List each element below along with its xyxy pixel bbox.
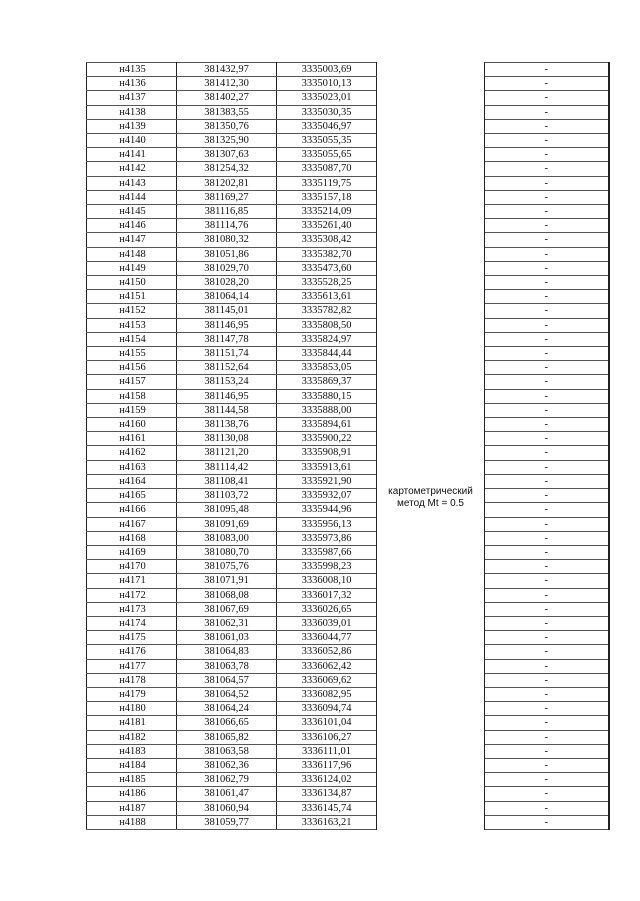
accuracy-cell: - [485,389,609,403]
x-coordinate-cell: 381116,85 [177,205,277,219]
y-coordinate-cell: 3335003,69 [277,63,377,77]
y-coordinate-cell: 3335473,60 [277,261,377,275]
y-coordinate-cell: 3336008,10 [277,574,377,588]
accuracy-cell: - [485,361,609,375]
x-coordinate-cell: 381383,55 [177,105,277,119]
y-coordinate-cell: 3335932,07 [277,489,377,503]
x-coordinate-cell: 381064,14 [177,290,277,304]
accuracy-cell: - [485,645,609,659]
accuracy-cell: - [485,801,609,815]
y-coordinate-cell: 3335998,23 [277,560,377,574]
y-coordinate-cell: 3335824,97 [277,332,377,346]
accuracy-cell: - [485,205,609,219]
table-row [87,91,609,105]
y-coordinate-cell: 3335973,86 [277,531,377,545]
method-note-line1: картометрический [388,485,473,497]
point-id-cell: н4177 [87,659,177,673]
table-row [87,616,609,630]
x-coordinate-cell: 381103,72 [177,489,277,503]
x-coordinate-cell: 381147,78 [177,332,277,346]
point-id-cell: н4136 [87,77,177,91]
method-note [377,486,484,510]
point-id-cell: н4152 [87,304,177,318]
y-coordinate-cell: 3335087,70 [277,162,377,176]
accuracy-cell: - [485,418,609,432]
accuracy-cell: - [485,474,609,488]
accuracy-cell: - [485,773,609,787]
x-coordinate-cell: 381075,76 [177,560,277,574]
y-coordinate-cell: 3336106,27 [277,730,377,744]
point-id-cell: н4186 [87,787,177,801]
accuracy-cell: - [485,190,609,204]
accuracy-cell: - [485,631,609,645]
point-id-cell: н4149 [87,261,177,275]
accuracy-cell: - [485,517,609,531]
coordinates-table-body [87,63,609,830]
x-coordinate-cell: 381108,41 [177,474,277,488]
point-id-cell: н4157 [87,375,177,389]
y-coordinate-cell: 3335782,82 [277,304,377,318]
point-id-cell: н4139 [87,119,177,133]
x-coordinate-cell: 381080,32 [177,233,277,247]
y-coordinate-cell: 3336052,86 [277,645,377,659]
table-row [87,588,609,602]
y-coordinate-cell: 3336044,77 [277,631,377,645]
y-coordinate-cell: 3335869,37 [277,375,377,389]
point-id-cell: н4162 [87,446,177,460]
x-coordinate-cell: 381071,91 [177,574,277,588]
point-id-cell: н4144 [87,190,177,204]
point-id-cell: н4160 [87,418,177,432]
table-row [87,148,609,162]
x-coordinate-cell: 381083,00 [177,531,277,545]
y-coordinate-cell: 3335055,65 [277,148,377,162]
point-id-cell: н4175 [87,631,177,645]
y-coordinate-cell: 3336145,74 [277,801,377,815]
y-coordinate-cell: 3335119,75 [277,176,377,190]
point-id-cell: н4155 [87,347,177,361]
point-id-cell: н4176 [87,645,177,659]
table-row [87,389,609,403]
table-row [87,503,609,517]
x-coordinate-cell: 381029,70 [177,261,277,275]
x-coordinate-cell: 381121,20 [177,446,277,460]
x-coordinate-cell: 381063,78 [177,659,277,673]
table-row [87,687,609,701]
x-coordinate-cell: 381412,30 [177,77,277,91]
accuracy-cell: - [485,815,609,829]
y-coordinate-cell: 3335921,90 [277,474,377,488]
x-coordinate-cell: 381065,82 [177,730,277,744]
table-row [87,531,609,545]
point-id-cell: н4167 [87,517,177,531]
accuracy-cell: - [485,588,609,602]
y-coordinate-cell: 3335844,44 [277,347,377,361]
point-id-cell: н4145 [87,205,177,219]
x-coordinate-cell: 381062,36 [177,758,277,772]
x-coordinate-cell: 381146,95 [177,318,277,332]
y-coordinate-cell: 3335214,09 [277,205,377,219]
point-id-cell: н4170 [87,560,177,574]
accuracy-cell: - [485,233,609,247]
accuracy-cell: - [485,602,609,616]
x-coordinate-cell: 381067,69 [177,602,277,616]
point-id-cell: н4188 [87,815,177,829]
accuracy-cell: - [485,659,609,673]
table-row [87,716,609,730]
x-coordinate-cell: 381145,01 [177,304,277,318]
table-row [87,63,609,77]
point-id-cell: н4154 [87,332,177,346]
accuracy-cell: - [485,77,609,91]
accuracy-cell: - [485,347,609,361]
point-id-cell: н4181 [87,716,177,730]
x-coordinate-cell: 381080,70 [177,545,277,559]
point-id-cell: н4141 [87,148,177,162]
y-coordinate-cell: 3335900,22 [277,432,377,446]
x-coordinate-cell: 381138,76 [177,418,277,432]
point-id-cell: н4153 [87,318,177,332]
point-id-cell: н4172 [87,588,177,602]
y-coordinate-cell: 3336039,01 [277,616,377,630]
accuracy-cell: - [485,673,609,687]
table-row [87,773,609,787]
x-coordinate-cell: 381350,76 [177,119,277,133]
x-coordinate-cell: 381064,83 [177,645,277,659]
table-row [87,276,609,290]
y-coordinate-cell: 3336117,96 [277,758,377,772]
accuracy-cell: - [485,446,609,460]
table-row [87,105,609,119]
accuracy-cell: - [485,574,609,588]
y-coordinate-cell: 3335853,05 [277,361,377,375]
accuracy-cell: - [485,375,609,389]
point-id-cell: н4163 [87,460,177,474]
x-coordinate-cell: 381146,95 [177,389,277,403]
accuracy-cell: - [485,219,609,233]
accuracy-cell: - [485,716,609,730]
table-row [87,574,609,588]
point-id-cell: н4137 [87,91,177,105]
coordinates-table [86,62,610,830]
table-row [87,290,609,304]
table-row [87,190,609,204]
x-coordinate-cell: 381095,48 [177,503,277,517]
table-row [87,261,609,275]
table-row [87,361,609,375]
accuracy-cell: - [485,758,609,772]
y-coordinate-cell: 3335987,66 [277,545,377,559]
table-row [87,233,609,247]
y-coordinate-cell: 3336026,65 [277,602,377,616]
accuracy-cell: - [485,489,609,503]
y-coordinate-cell: 3335894,61 [277,418,377,432]
x-coordinate-cell: 381152,64 [177,361,277,375]
point-id-cell: н4156 [87,361,177,375]
accuracy-cell: - [485,730,609,744]
accuracy-cell: - [485,332,609,346]
y-coordinate-cell: 3336134,87 [277,787,377,801]
accuracy-cell: - [485,403,609,417]
x-coordinate-cell: 381064,52 [177,687,277,701]
point-id-cell: н4184 [87,758,177,772]
y-coordinate-cell: 3335308,42 [277,233,377,247]
y-coordinate-cell: 3335382,70 [277,247,377,261]
y-coordinate-cell: 3336111,01 [277,744,377,758]
table-row [87,332,609,346]
point-id-cell: н4173 [87,602,177,616]
y-coordinate-cell: 3335030,35 [277,105,377,119]
accuracy-cell: - [485,545,609,559]
x-coordinate-cell: 381091,69 [177,517,277,531]
y-coordinate-cell: 3336163,21 [277,815,377,829]
y-coordinate-cell: 3335613,61 [277,290,377,304]
accuracy-cell: - [485,119,609,133]
point-id-cell: н4148 [87,247,177,261]
point-id-cell: н4169 [87,545,177,559]
y-coordinate-cell: 3335888,00 [277,403,377,417]
accuracy-cell: - [485,176,609,190]
table-row [87,517,609,531]
table-row [87,134,609,148]
x-coordinate-cell: 381061,47 [177,787,277,801]
y-coordinate-cell: 3336069,62 [277,673,377,687]
point-id-cell: н4178 [87,673,177,687]
point-id-cell: н4159 [87,403,177,417]
accuracy-cell: - [485,503,609,517]
table-row [87,474,609,488]
y-coordinate-cell: 3336094,74 [277,702,377,716]
table-row [87,702,609,716]
y-coordinate-cell: 3335010,13 [277,77,377,91]
accuracy-cell: - [485,318,609,332]
x-coordinate-cell: 381144,58 [177,403,277,417]
point-id-cell: н4135 [87,63,177,77]
table-row [87,176,609,190]
accuracy-cell: - [485,105,609,119]
y-coordinate-cell: 3335261,40 [277,219,377,233]
y-coordinate-cell: 3335046,97 [277,119,377,133]
table-row [87,375,609,389]
point-id-cell: н4158 [87,389,177,403]
point-id-cell: н4146 [87,219,177,233]
point-id-cell: н4138 [87,105,177,119]
table-row [87,489,609,503]
x-coordinate-cell: 381307,63 [177,148,277,162]
table-row [87,560,609,574]
y-coordinate-cell: 3335880,15 [277,389,377,403]
accuracy-cell: - [485,261,609,275]
table-row [87,219,609,233]
table-row [87,247,609,261]
x-coordinate-cell: 381432,97 [177,63,277,77]
table-row [87,304,609,318]
table-row [87,205,609,219]
point-id-cell: н4165 [87,489,177,503]
accuracy-cell: - [485,162,609,176]
point-id-cell: н4183 [87,744,177,758]
x-coordinate-cell: 381062,79 [177,773,277,787]
point-id-cell: н4182 [87,730,177,744]
x-coordinate-cell: 381151,74 [177,347,277,361]
x-coordinate-cell: 381028,20 [177,276,277,290]
accuracy-cell: - [485,290,609,304]
accuracy-cell: - [485,304,609,318]
table-row [87,403,609,417]
method-note-line2: метод Mt = 0.5 [397,497,464,509]
table-row [87,758,609,772]
table-row [87,162,609,176]
x-coordinate-cell: 381064,24 [177,702,277,716]
point-id-cell: н4187 [87,801,177,815]
x-coordinate-cell: 381061,03 [177,631,277,645]
y-coordinate-cell: 3336082,95 [277,687,377,701]
accuracy-cell: - [485,616,609,630]
y-coordinate-cell: 3335528,25 [277,276,377,290]
x-coordinate-cell: 381059,77 [177,815,277,829]
point-id-cell: н4171 [87,574,177,588]
y-coordinate-cell: 3335157,18 [277,190,377,204]
accuracy-cell: - [485,460,609,474]
point-id-cell: н4179 [87,687,177,701]
point-id-cell: н4174 [87,616,177,630]
x-coordinate-cell: 381114,42 [177,460,277,474]
table-row [87,787,609,801]
point-id-cell: н4161 [87,432,177,446]
y-coordinate-cell: 3335913,61 [277,460,377,474]
table-row [87,744,609,758]
point-id-cell: н4168 [87,531,177,545]
x-coordinate-cell: 381325,90 [177,134,277,148]
x-coordinate-cell: 381068,08 [177,588,277,602]
point-id-cell: н4140 [87,134,177,148]
accuracy-cell: - [485,148,609,162]
x-coordinate-cell: 381202,81 [177,176,277,190]
y-coordinate-cell: 3336101,04 [277,716,377,730]
y-coordinate-cell: 3335055,35 [277,134,377,148]
point-id-cell: н4185 [87,773,177,787]
point-id-cell: н4180 [87,702,177,716]
x-coordinate-cell: 381153,24 [177,375,277,389]
method-cell [377,63,485,830]
x-coordinate-cell: 381130,08 [177,432,277,446]
accuracy-cell: - [485,744,609,758]
x-coordinate-cell: 381169,27 [177,190,277,204]
table-row [87,418,609,432]
accuracy-cell: - [485,134,609,148]
point-id-cell: н4147 [87,233,177,247]
x-coordinate-cell: 381060,94 [177,801,277,815]
x-coordinate-cell: 381062,31 [177,616,277,630]
table-row [87,659,609,673]
table-row [87,631,609,645]
table-row [87,119,609,133]
accuracy-cell: - [485,276,609,290]
point-id-cell: н4142 [87,162,177,176]
x-coordinate-cell: 381064,57 [177,673,277,687]
x-coordinate-cell: 381051,86 [177,247,277,261]
x-coordinate-cell: 381402,27 [177,91,277,105]
point-id-cell: н4164 [87,474,177,488]
x-coordinate-cell: 381114,76 [177,219,277,233]
accuracy-cell: - [485,560,609,574]
x-coordinate-cell: 381254,32 [177,162,277,176]
point-id-cell: н4166 [87,503,177,517]
table-row [87,730,609,744]
accuracy-cell: - [485,687,609,701]
x-coordinate-cell: 381063,58 [177,744,277,758]
x-coordinate-cell: 381066,65 [177,716,277,730]
table-row [87,645,609,659]
y-coordinate-cell: 3335023,01 [277,91,377,105]
point-id-cell: н4143 [87,176,177,190]
accuracy-cell: - [485,432,609,446]
y-coordinate-cell: 3336017,32 [277,588,377,602]
table-row [87,347,609,361]
table-row [87,77,609,91]
accuracy-cell: - [485,247,609,261]
y-coordinate-cell: 3335956,13 [277,517,377,531]
table-row [87,446,609,460]
accuracy-cell: - [485,531,609,545]
accuracy-cell: - [485,91,609,105]
table-row [87,673,609,687]
accuracy-cell: - [485,702,609,716]
point-id-cell: н4151 [87,290,177,304]
table-row [87,545,609,559]
table-row [87,815,609,829]
table-row [87,432,609,446]
y-coordinate-cell: 3335944,96 [277,503,377,517]
accuracy-cell: - [485,63,609,77]
accuracy-cell: - [485,787,609,801]
table-row [87,602,609,616]
y-coordinate-cell: 3335808,50 [277,318,377,332]
table-row [87,801,609,815]
y-coordinate-cell: 3335908,91 [277,446,377,460]
table-row [87,460,609,474]
y-coordinate-cell: 3336062,42 [277,659,377,673]
table-row [87,318,609,332]
y-coordinate-cell: 3336124,02 [277,773,377,787]
point-id-cell: н4150 [87,276,177,290]
